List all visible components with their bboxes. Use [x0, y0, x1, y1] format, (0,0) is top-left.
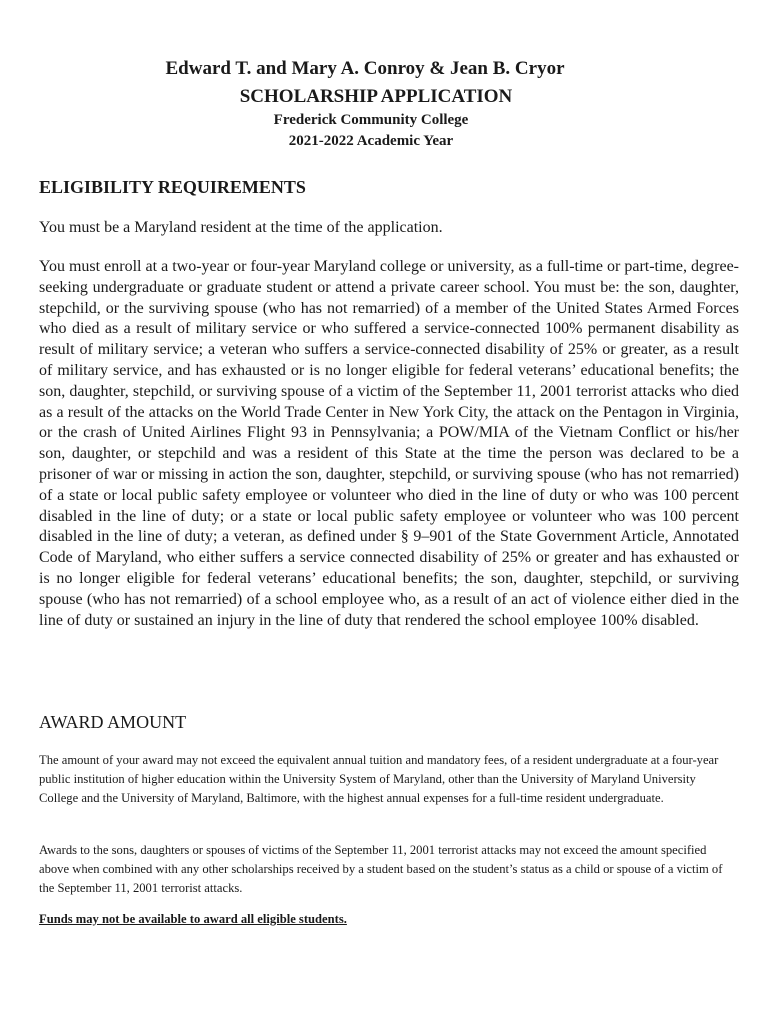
- funds-availability-notice: Funds may not be available to award all eligible students.: [39, 912, 347, 926]
- residency-requirement: You must be a Maryland resident at the time of the application.: [39, 219, 443, 236]
- enrollment-requirement: You must enroll at a two-year or four-year Maryland college or university, as a full-time or part-time, degree-seeking undergraduate or graduate student or attend a private career school. You must be: the son, daughter, stepchild, or the surviving spouse (who has not remarried) of a member of the United States Armed Forces who died as a result of military service or who suffered a service-connected 100% permanent disability as result of military service; a veteran who suffers a service-connected disability of 25% or greater, as a result of military service, and has exhausted or is no longer eligible for federal veterans’ educational benefits; the son, daughter, stepchild, or surviving spouse of a victim of the September 11, 2001 terrorist attacks who died as a result of the attacks on the World Trade Center in New York City, the attack on the Pentagon in Virginia, or the crash of United Airlines Flight 93 in Pennsylvania; a POW/MIA of the Vietnam Conflict or his/her son, daughter, or stepchild and was a resident of this State at the time the person was declared to be a prisoner of war or missing in action the son, daughter, stepchild, or surviving spouse (who has not remarried) of a state or local public safety employee or volunteer who died in the line of duty or who was 100 percent disabled in the line of duty; or a state or local public safety employee or volunteer who was 100 percent disabled in the line of duty; a veteran, as defined under § 9–901 of the State Government Article, Annotated Code of Maryland, who either suffers a service connected disability of 25% or greater and has exhausted or is no longer eligible for federal veterans’ educational benefits; the son, daughter, stepchild, or surviving spouse (who has not remarried) of a school employee who, as a result of an act of violence either died in the line of duty or sustained an injury in the line of duty that rendered the school employee 100% disabled.: [39, 258, 739, 629]
- september-11-award-paragraph: Awards to the sons, daughters or spouses of victims of the September 11, 2001 terrorist attacks may not exceed the amount specified above when combined with any other scholarships received by a student based on the student’s status as a child or spouse of a victim of the September 11, 2001 terrorist attacks.: [39, 843, 723, 896]
- scholarship-name-title: Edward T. and Mary A. Conroy & Jean B. Cryor: [165, 58, 565, 79]
- application-title: SCHOLARSHIP APPLICATION: [239, 86, 513, 107]
- award-amount-heading: AWARD AMOUNT: [39, 712, 187, 732]
- academic-year: 2021-2022 Academic Year: [288, 133, 454, 149]
- award-limit-paragraph: The amount of your award may not exceed the equivalent annual tuition and mandatory fees, of a resident undergraduate at a four-year public institution of higher education within the University System of Maryland, other than the University of Maryland University College and the University of Maryland, Baltimore, with the highest annual expenses for a full-time resident undergraduate.: [39, 753, 719, 806]
- college-name: Frederick Community College: [273, 112, 469, 128]
- eligibility-heading: ELIGIBILITY REQUIREMENTS: [39, 177, 306, 197]
